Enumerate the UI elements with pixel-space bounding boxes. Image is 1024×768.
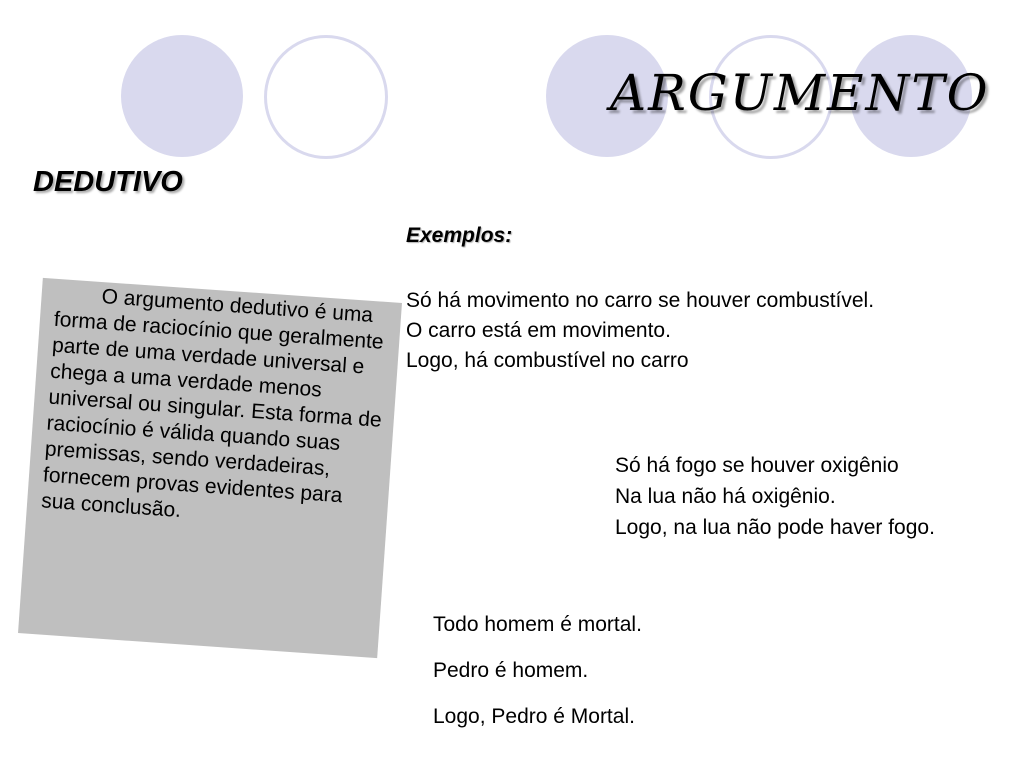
example-line: O carro está em movimento. bbox=[406, 319, 671, 342]
examples-heading: Exemplos: bbox=[406, 224, 513, 247]
decorative-circle-outline bbox=[264, 35, 388, 159]
example-line: Só há movimento no carro se houver combustível. bbox=[406, 289, 875, 312]
definition-text: O argumento dedutivo é uma forma de raciocínio que geralmente parte de uma verdade universal e chega a uma verdade menos universal ou singular. Esta forma de raciocínio é válida quando suas premissas, sendo verdadeiras, fornecem provas evidentes para sua conclusão. bbox=[40, 285, 385, 523]
example-line: Logo, na lua não pode haver fogo. bbox=[615, 516, 935, 539]
definition-box bbox=[18, 278, 402, 658]
example-line: Todo homem é mortal. bbox=[433, 613, 642, 636]
example-line: Logo, Pedro é Mortal. bbox=[433, 705, 635, 728]
example-line: Na lua não há oxigênio. bbox=[615, 485, 836, 508]
example-line: Logo, há combustível no carro bbox=[406, 349, 689, 372]
example-block-1 bbox=[406, 286, 874, 376]
slide-title: ARGUMENTO bbox=[610, 64, 990, 122]
slide-subtitle: DEDUTIVO bbox=[33, 166, 183, 198]
decorative-circle-filled bbox=[121, 35, 243, 157]
example-block-2 bbox=[615, 450, 935, 543]
example-line: Só há fogo se houver oxigênio bbox=[615, 454, 899, 477]
example-block-3 bbox=[433, 602, 642, 740]
example-line: Pedro é homem. bbox=[433, 659, 589, 682]
